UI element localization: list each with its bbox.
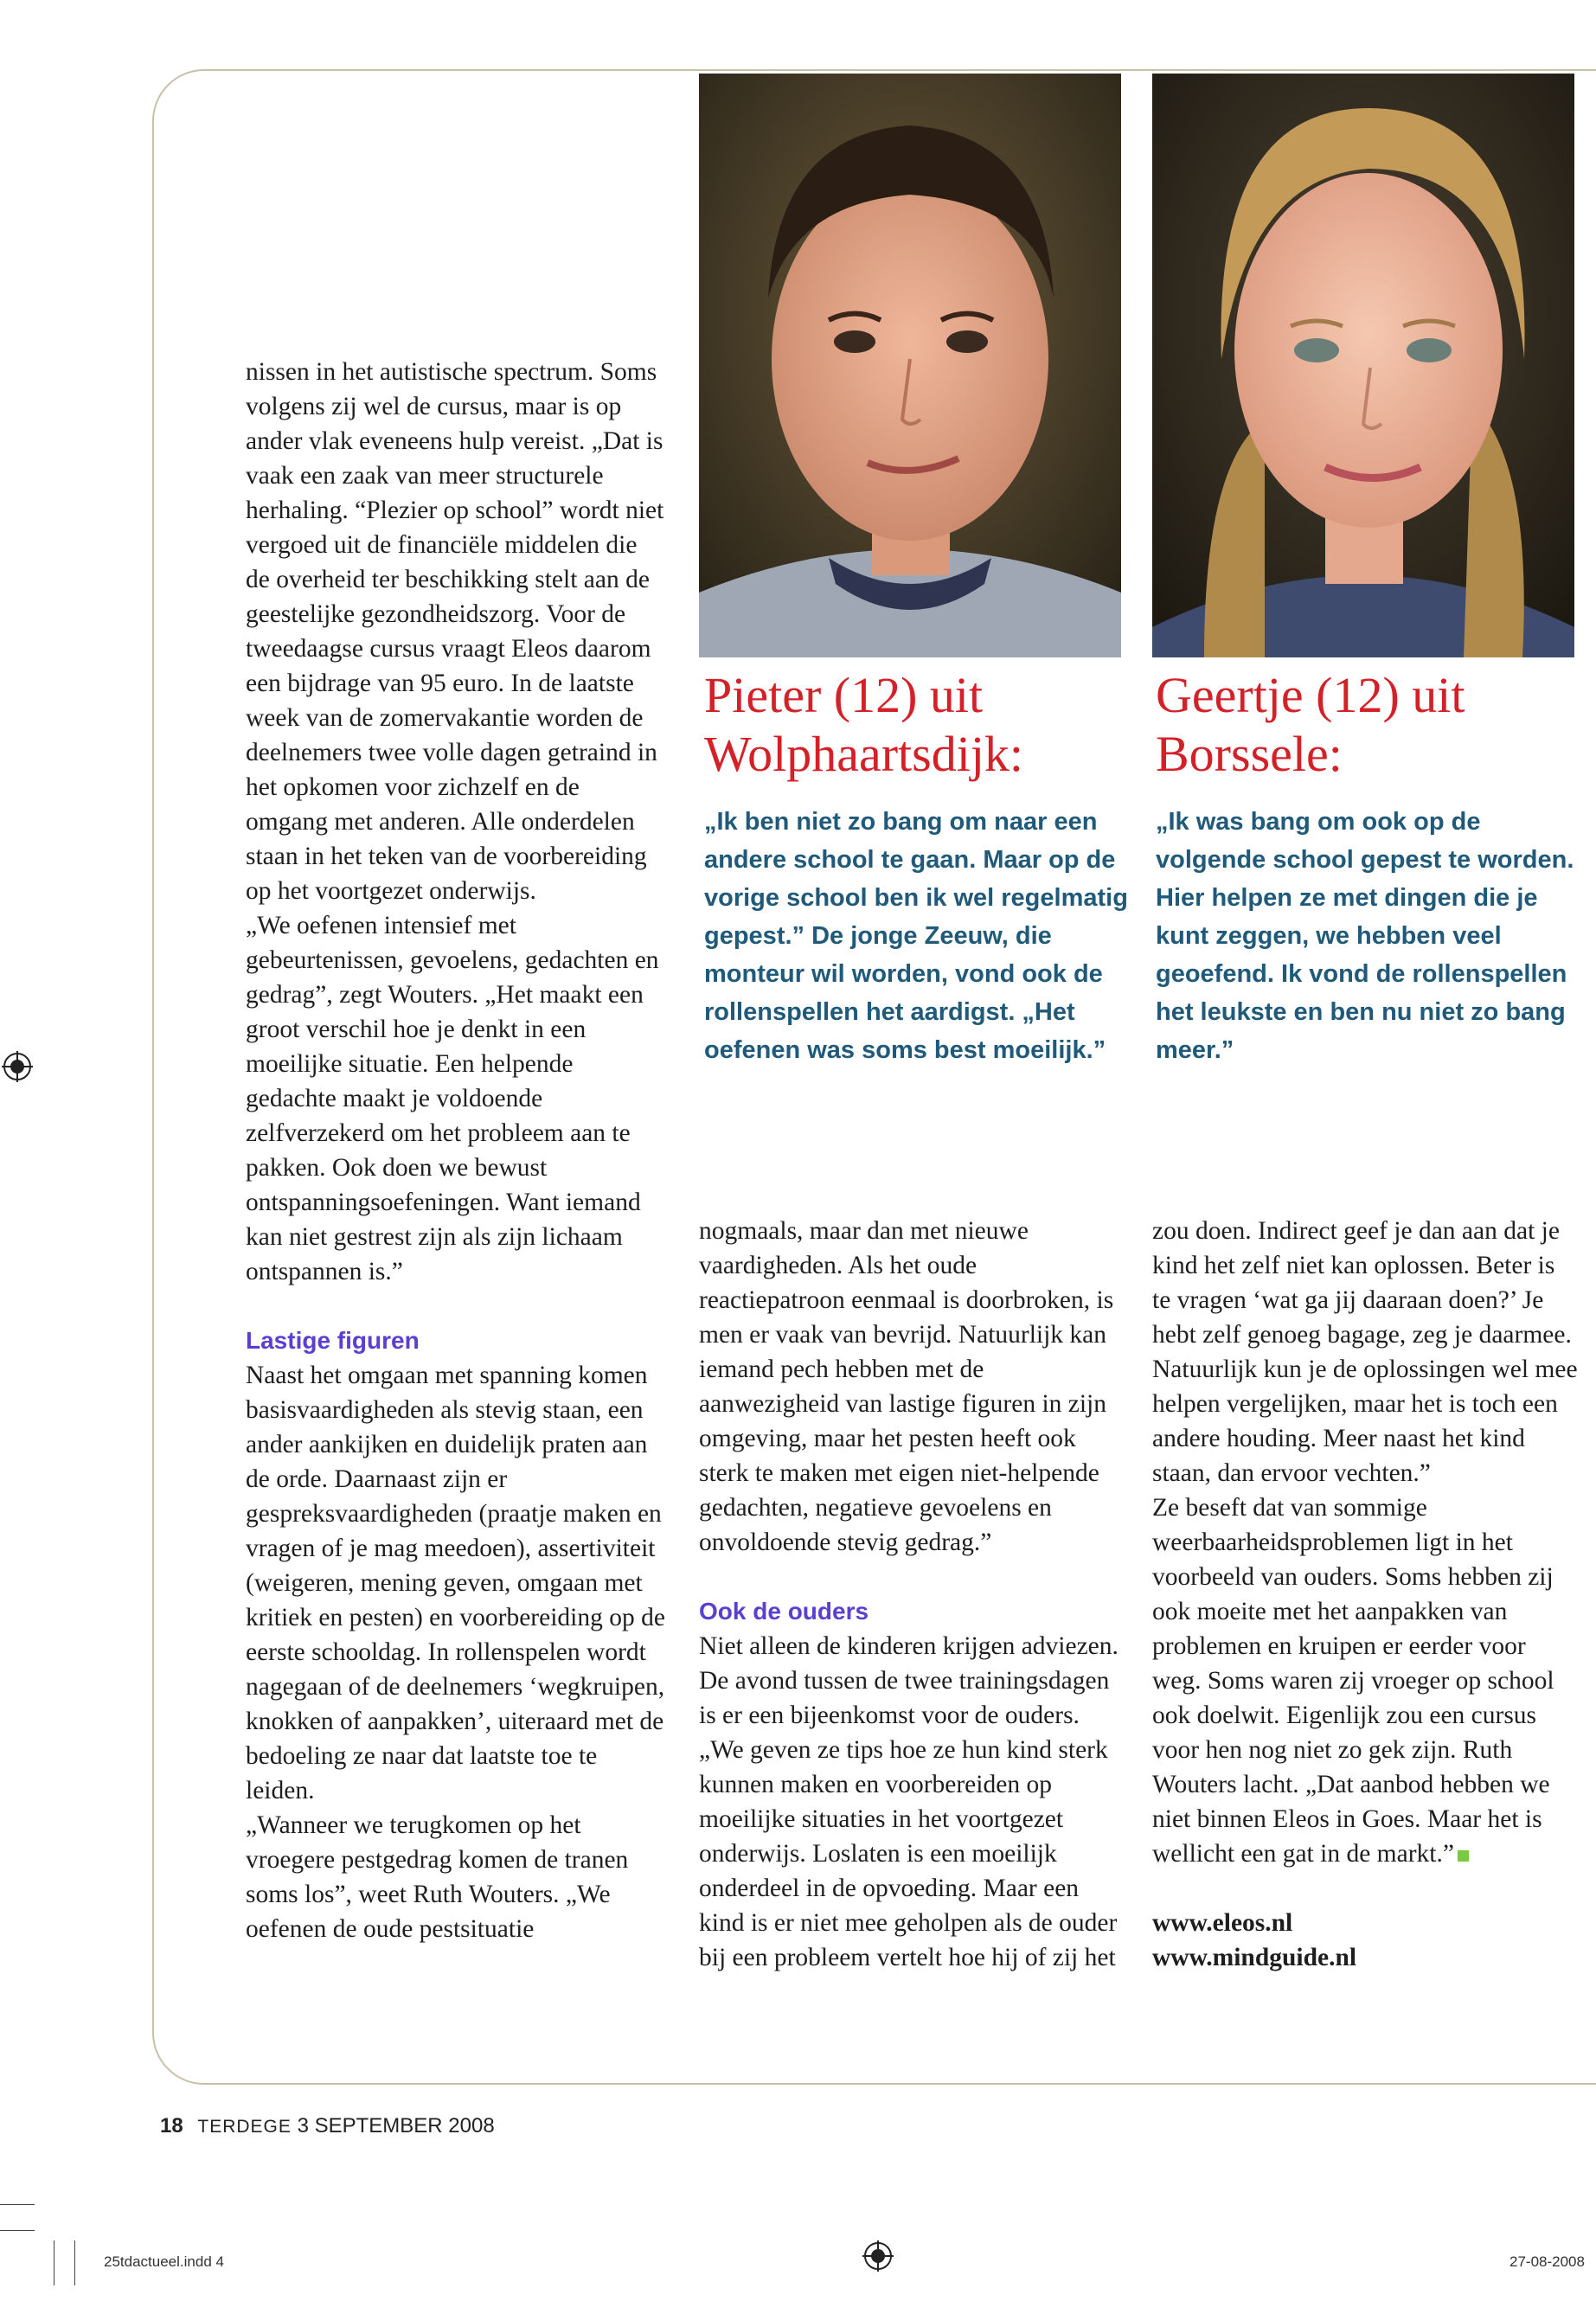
paragraph: zou doen. Indirect geef je dan aan dat je kind het zelf niet kan oplossen. Beter is te vragen ‘wat ga jij daaraan doen?’ Je hebt zelf genoeg bagage, zeg je daarmee. Natuurlijk kun je de oplossingen wel mee helpen vergelijken, maar het is toch een andere houding. Meer naast het kind staan, dan ervoor vechten.” bbox=[1152, 1217, 1578, 1487]
link-eleos[interactable]: www.eleos.nl bbox=[1152, 1909, 1293, 1937]
text-column-1 bbox=[246, 355, 666, 1946]
paragraph: nogmaals, maar dan met nieuwe vaardigheden. Als het oude reactiepatroon eenmaal is doorbroken, is men er vaak van bevrijd. Natuurlijk kan iemand pech hebben met de aanwezigheid van lastige figuren in zijn omgeving, maar het pesten heeft ook sterk te maken met eigen niet-helpende gedachten, negatieve gevoelens en onvoldoende stevig gedrag.” bbox=[699, 1217, 1114, 1556]
crop-mark bbox=[0, 2204, 35, 2205]
paragraph: Naast het omgaan met spanning komen basisvaardigheden als stevig staan, een ander aankijken en duidelijk praten aan de orde. Daarnaast zijn er gespreksvaardigheden (praatje maken en vragen of je mag meedoen), assertiviteit (weigeren, mening geven, omgaan met kritiek en pesten) en voorbereiding op de eerste schooldag. In rollenspelen wordt nagegaan of de deelnemers ‘wegkruipen, knokken of aanpakken’, uiteraard met de bedoeling ze naar dat laatste toe te leiden. bbox=[246, 1362, 665, 1804]
text-column-3 bbox=[1152, 1214, 1578, 1975]
subheading-lastige-figuren: Lastige figuren bbox=[246, 1327, 420, 1354]
page-footer bbox=[160, 2114, 495, 2138]
quote-pieter: „Ik ben niet zo bang om naar een andere school te gaan. Maar op de vorige school ben ik wel regelmatig gepest.” De jonge Zeeuw, die monteur wil worden, vond ook de rollenspellen het aardigst. „Het oefenen was soms best moeilijk.” bbox=[704, 808, 1128, 1064]
paragraph: „Wanneer we terugkomen op het vroegere pestgedrag komen de tranen soms los”, weet Ruth Wouters. „We oefenen de oude pestsituatie bbox=[246, 1811, 629, 1943]
caption-title-pieter: Pieter (12) uit Wolphaartsdijk: bbox=[704, 667, 1024, 782]
portrait-boy-image bbox=[699, 74, 1121, 657]
link-mindguide[interactable]: www.mindguide.nl bbox=[1152, 1944, 1357, 1971]
quote-geertje: „Ik was bang om ook op de volgende school gepest te worden. Hier helpen ze met dingen die je kunt zeggen, we hebben veel geoefend. Ik vond de rollenspellen het leukste en ben nu niet zo bang meer.” bbox=[1156, 808, 1574, 1064]
photo-geertje bbox=[1152, 74, 1574, 657]
paragraph-text: Ze beseft dat van sommige weerbaarheidsproblemen ligt in het voorbeeld van ouders. Soms hebben zij ook moeite met het aanpakken van problemen en kruipen er eerder voor weg. Soms waren zij vroeger op school ook doelwit. Eigenlijk zou een cursus voor hen nog niet zo gek zijn. Ruth Wouters lacht. „Dat aanbod hebben we niet binnen Eleos in Goes. Maar het is wellicht een gat in de markt.” bbox=[1152, 1494, 1554, 1868]
caption-title-geertje: Geertje (12) uit Borssele: bbox=[1156, 667, 1465, 782]
page-number: 18 bbox=[160, 2114, 183, 2138]
registration-mark-icon bbox=[0, 1049, 35, 1084]
photo-pieter bbox=[699, 74, 1121, 657]
portrait-girl-image bbox=[1152, 74, 1574, 657]
paragraph: „We oefenen intensief met gebeurtenissen, gevoelens, gedachten en gedrag”, zegt Wouters. „Het maakt een groot verschil hoe je denkt in een moeilijke situatie. Een helpende gedachte maakt je voldoende zelfverzekerd om het probleem aan te pakken. Ook doen we bewust ontspanningsoefeningen. Want iemand kan niet gestrest zijn als zijn lichaam ontspannen is.” bbox=[246, 912, 659, 1285]
slug-filename: 25tdactueel.indd 4 bbox=[104, 2253, 224, 2270]
issue-date: 3 SEPTEMBER 2008 bbox=[297, 2114, 495, 2138]
paragraph: nissen in het autistische spectrum. Soms volgens zij wel de cursus, maar is op ander vlak eveneens hulp vereist. „Dat is vaak een zaak van meer structurele herhaling. “Plezier op school” wordt niet vergoed uit de financiële middelen die de overheid ter beschikking stelt aan de geestelijke gezondheidszorg. Voor de tweedaagse cursus vraagt Eleos daarom een bijdrage van 95 euro. In de laatste week van de zomervakantie worden de deelnemers twee volle dagen getraind in het opkomen voor zichzelf en de omgang met anderen. Alle onderdelen staan in het teken van de voorbereiding op het voortgezet onderwijs. bbox=[246, 358, 664, 905]
text-column-2 bbox=[699, 1214, 1127, 1975]
end-mark-icon bbox=[1458, 1850, 1469, 1862]
paragraph: Niet alleen de kinderen krijgen adviezen. De avond tussen de twee trainingsdagen is er een bijeenkomst voor de ouders. „We geven ze tips hoe ze hun kind sterk kunnen maken en voorbereiden op moeilijke situaties in het voortgezet onderwijs. Loslaten is een moeilijk onderdeel in de opvoeding. Maar een kind is er niet mee geholpen als de ouder bij een probleem vertelt hoe hij of zij het bbox=[699, 1632, 1118, 1971]
magazine-name: TERDEGE bbox=[197, 2117, 292, 2137]
registration-mark-icon bbox=[861, 2239, 895, 2273]
slug-date: 27-08-2008 bbox=[1509, 2253, 1585, 2270]
crop-mark bbox=[0, 2230, 35, 2231]
crop-mark bbox=[74, 2240, 75, 2285]
paragraph-last bbox=[1152, 1490, 1578, 1871]
subheading-ook-de-ouders: Ook de ouders bbox=[699, 1598, 869, 1625]
